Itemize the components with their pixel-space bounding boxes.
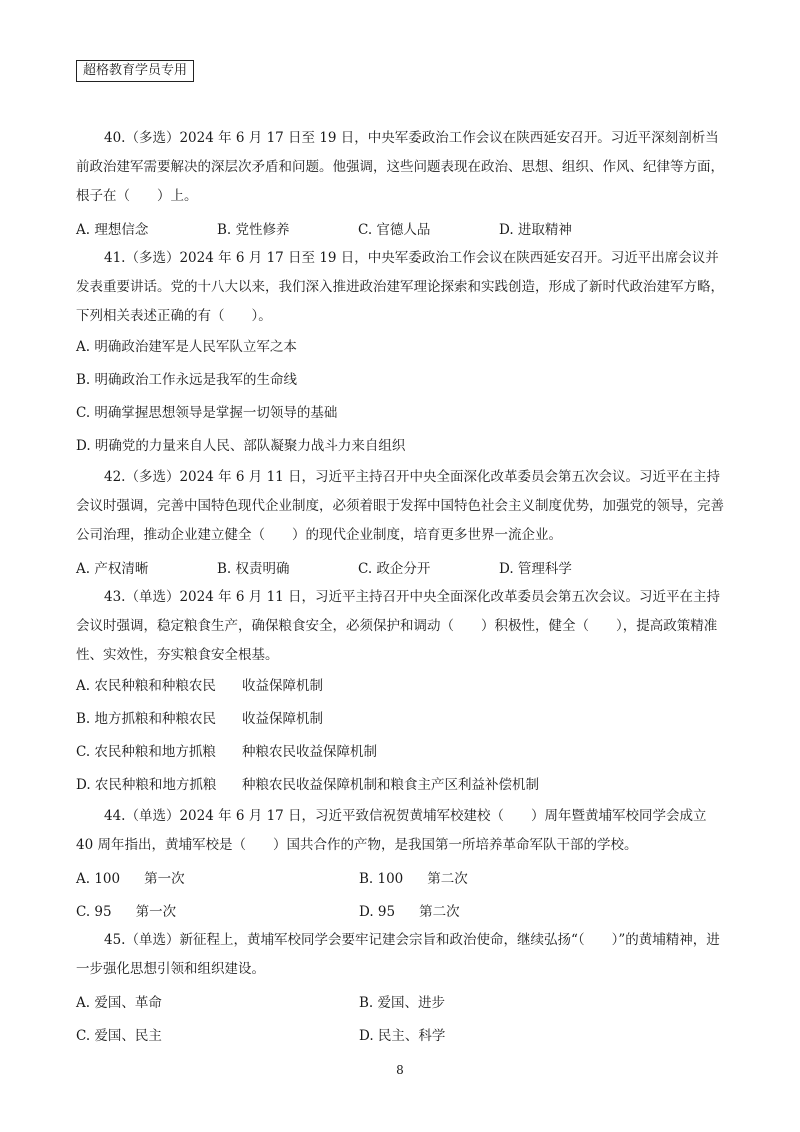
option-b-value: B. 100 bbox=[359, 870, 404, 887]
option-d bbox=[76, 769, 726, 802]
option-b: B. 明确政治工作永远是我军的生命线 bbox=[76, 372, 298, 388]
question-stem: 42.（多选）2024 年 6 月 11 日，习近平主持召开中央全面深化改革委员会第五次会议。习近平在主持会议时强调，完善中国特色现代企业制度，必须着眼于发挥中国特色社会主义制度优势，加强党的领导，完善公司治理，推动企业建立健全（ ）的现代企业制度，培育更多世界一流企业。 bbox=[76, 469, 724, 543]
option-c: C. 明确掌握思想领导是掌握一切领导的基础 bbox=[76, 405, 338, 421]
question-stem: 41.（多选）2024 年 6 月 17 日至 19 日，中央军委政治工作会议在陕西延安召开。习近平出席会议并发表重要讲话。党的十八大以来，我们深入推进政治建军理论探索和实践创造，形成了新时代政治建军方略，下列相关表述正确的有（ ）。 bbox=[76, 250, 724, 324]
question-stem: 43.（单选）2024 年 6 月 11 日，习近平主持召开中央全面深化改革委员会第五次会议。习近平在主持会议时强调，稳定粮食生产，确保粮食安全，必须保护和调动（ ）积极性，健全（ ），提高政策精准性、实效性，夯实粮食安全根基。 bbox=[76, 589, 721, 663]
option-a: A. 产权清晰 bbox=[76, 560, 149, 577]
question-40 bbox=[76, 124, 726, 244]
options-list bbox=[76, 331, 726, 463]
option-b-blank-2: 收益保障机制 bbox=[242, 711, 323, 727]
option-d: D. 进取精神 bbox=[499, 221, 572, 238]
option-a: A. 明确政治建军是人民军队立军之本 bbox=[76, 339, 297, 355]
option-b bbox=[76, 703, 726, 736]
option-a-value: A. 100 bbox=[76, 870, 121, 887]
option-c: C. 爱国、民主 bbox=[76, 1027, 162, 1044]
page-number: 8 bbox=[396, 1063, 404, 1077]
options-row bbox=[76, 1017, 726, 1050]
option-c-blank-2: 种粮农民收益保障机制 bbox=[242, 744, 377, 760]
option-c: C. 官德人品 bbox=[358, 221, 431, 238]
option-a-blank-1: A. 农民种粮和种粮农民 bbox=[76, 678, 216, 694]
question-stem: 40.（多选）2024 年 6 月 17 日至 19 日，中央军委政治工作会议在陕西延安召开。习近平深刻剖析当前政治建军需要解决的深层次矛盾和问题。他强调，这些问题表现在政治、思想、组织、作风、纪律等方面，根子在（ ）上。 bbox=[76, 130, 724, 204]
question-list bbox=[76, 124, 726, 1050]
options-row bbox=[76, 893, 726, 926]
question-43 bbox=[76, 583, 726, 802]
question-stem: 44.（单选）2024 年 6 月 17 日，习近平致信祝贺黄埔军校建校（ ）周年暨黄埔军校同学会成立 40 周年指出，黄埔军校是（ ）国共合作的产物，是我国第一所培养革命军队干部的学校。 bbox=[76, 808, 707, 853]
option-d: D. 民主、科学 bbox=[359, 1027, 446, 1044]
header-label: 超格教育学员专用 bbox=[76, 60, 194, 82]
option-a: A. 理想信念 bbox=[76, 221, 149, 238]
option-d bbox=[359, 900, 642, 920]
option-c-order: 第一次 bbox=[135, 903, 177, 920]
question-44 bbox=[76, 802, 726, 926]
option-a bbox=[76, 867, 359, 887]
option-d: D. 明确党的力量来自人民、部队凝聚力战斗力来自组织 bbox=[76, 438, 406, 454]
option-b: B. 党性修养 bbox=[217, 221, 290, 238]
options-row bbox=[76, 984, 726, 1017]
option-d-value: D. 95 bbox=[359, 903, 396, 920]
option-c-blank-1: C. 农民种粮和地方抓粮 bbox=[76, 744, 216, 760]
option-d: D. 管理科学 bbox=[499, 560, 572, 577]
question-41 bbox=[76, 244, 726, 463]
option-c-value: C. 95 bbox=[76, 903, 112, 920]
option-a: A. 爱国、革命 bbox=[76, 994, 162, 1011]
option-a bbox=[76, 670, 726, 703]
option-d-blank-1: D. 农民种粮和地方抓粮 bbox=[76, 777, 217, 793]
option-b-order: 第二次 bbox=[427, 870, 468, 887]
options-row bbox=[76, 860, 726, 893]
question-42 bbox=[76, 463, 726, 583]
option-b: B. 爱国、进步 bbox=[359, 994, 446, 1011]
options-row bbox=[76, 211, 726, 244]
option-d-order: 第二次 bbox=[419, 903, 460, 920]
option-c bbox=[76, 736, 726, 769]
question-45 bbox=[76, 926, 726, 1050]
option-b-blank-1: B. 地方抓粮和种粮农民 bbox=[76, 711, 217, 727]
option-a-blank-2: 收益保障机制 bbox=[242, 678, 323, 694]
options-row bbox=[76, 550, 726, 583]
option-d-blank-2: 种粮农民收益保障机制和粮食主产区利益补偿机制 bbox=[242, 777, 539, 793]
option-a-order: 第一次 bbox=[144, 870, 185, 887]
option-b: B. 权责明确 bbox=[217, 560, 290, 577]
option-c: C. 政企分开 bbox=[358, 560, 431, 577]
option-b bbox=[359, 867, 642, 887]
options-list bbox=[76, 670, 726, 802]
option-c bbox=[76, 900, 359, 920]
question-stem: 45.（单选）新征程上，黄埔军校同学会要牢记建会宗旨和政治使命，继续弘扬“（ ）”的黄埔精神，进一步强化思想引领和组织建设。 bbox=[76, 932, 720, 977]
